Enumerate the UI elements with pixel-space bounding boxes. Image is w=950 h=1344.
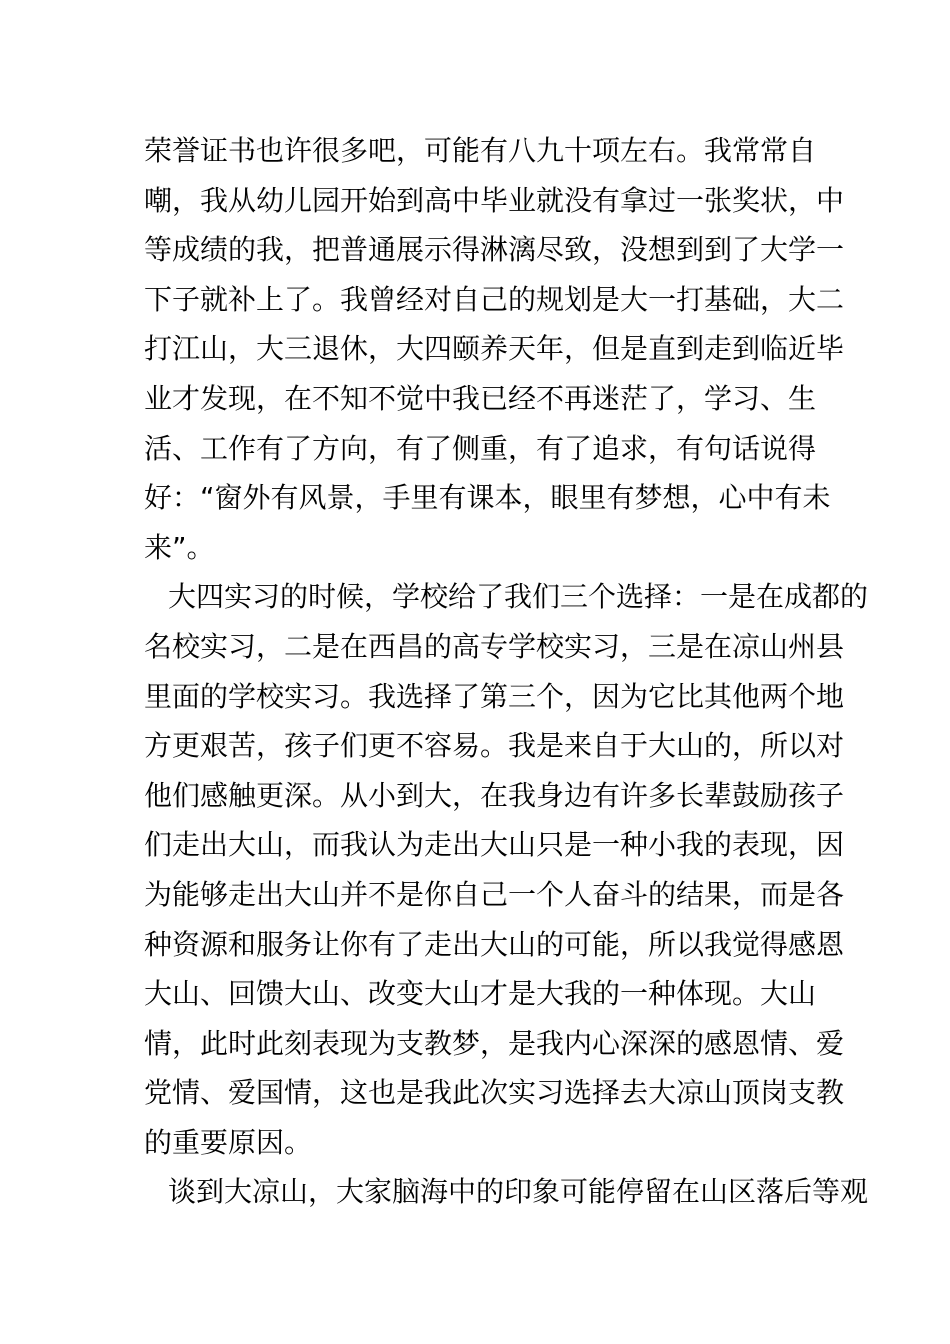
text-line: 来”。 [144, 530, 215, 564]
text-line: 打江山，大三退休，大四颐养天年，但是直到走到临近毕 [144, 332, 845, 366]
text-line: 荣誉证书也许很多吧，可能有八九十项左右。我常常自 [144, 134, 817, 167]
text-line: 为能够走出大山并不是你自己一个人奋斗的结果，而是各 [144, 877, 845, 911]
text-line: 们走出大山，而我认为走出大山只是一种小我的表现，因 [144, 828, 845, 862]
text-line: 种资源和服务让你有了走出大山的可能，所以我觉得感恩 [144, 927, 845, 961]
text-line: 里面的学校实习。我选择了第三个，因为它比其他两个地 [144, 679, 845, 713]
paragraph-1 [144, 126, 845, 572]
text-line: 大山、回馈大山、改变大山才是大我的一种体现。大山 [144, 977, 817, 1011]
text-line: 情，此时此刻表现为支教梦，是我内心深深的感恩情、爱 [144, 1026, 845, 1060]
text-line: 的重要原因。 [144, 1125, 313, 1159]
text-line: 名校实习，二是在西昌的高专学校实习，三是在凉山州县 [144, 629, 845, 663]
text-line: 他们感触更深。从小到大，在我身边有许多长辈鼓励孩子 [144, 778, 845, 812]
text-line: 谈到大凉山，大家脑海中的印象可能停留在山区落后等观 [168, 1175, 869, 1209]
text-line: 等成绩的我，把普通展示得淋漓尽致，没想到到了大学一 [144, 233, 845, 267]
text-line: 嘲，我从幼儿园开始到高中毕业就没有拿过一张奖状，中 [144, 183, 845, 217]
text-line: 大四实习的时候，学校给了我们三个选择：一是在成都的 [168, 580, 869, 614]
text-line: 好：“窗外有风景，手里有课本，眼里有梦想，心中有未 [144, 481, 831, 515]
paragraph-3 [144, 1167, 869, 1217]
body-text [144, 126, 869, 1217]
text-line: 活、工作有了方向，有了侧重，有了追求，有句话说得 [144, 431, 817, 465]
text-line: 方更艰苦，孩子们更不容易。我是来自于大山的，所以对 [144, 729, 845, 763]
text-line: 业才发现，在不知不觉中我已经不再迷茫了，学习、生 [144, 381, 817, 415]
text-line: 下子就补上了。我曾经对自己的规划是大一打基础，大二 [144, 282, 845, 316]
paragraph-2 [144, 572, 869, 1167]
text-line: 党情、爱国情，这也是我此次实习选择去大凉山顶岗支教 [144, 1076, 845, 1110]
